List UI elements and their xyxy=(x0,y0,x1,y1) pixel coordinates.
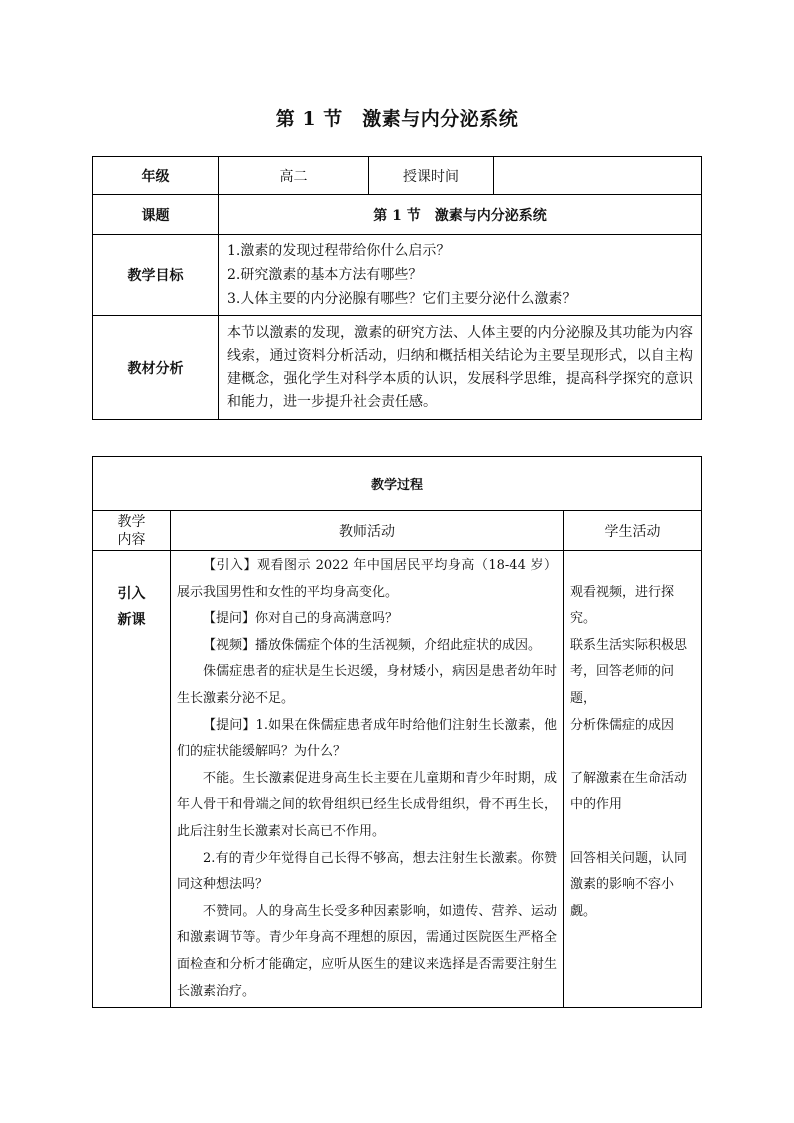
teaching-process-table xyxy=(92,456,702,1008)
grade-value: 高二 xyxy=(219,157,369,195)
col-content-line2: 内容 xyxy=(117,531,146,548)
analysis-label: 教材分析 xyxy=(93,316,219,420)
page-title: 第 1 节 激素与内分泌系统 xyxy=(275,108,519,130)
grade-label: 年级 xyxy=(93,157,219,195)
col-student-header: 学生活动 xyxy=(564,511,702,551)
col-content-line1: 教学 xyxy=(117,513,146,530)
section-cell xyxy=(93,551,171,1008)
col-content-header xyxy=(93,511,171,551)
topic-label: 课题 xyxy=(93,195,219,235)
goal-item: 1.激素的发现过程带给你什么启示？ xyxy=(227,243,451,259)
topic-value: 第 1 节 激素与内分泌系统 xyxy=(219,195,702,235)
goals-label: 教学目标 xyxy=(93,235,219,316)
student-block: 观看视频，进行探究。 xyxy=(570,584,675,627)
lesson-info-table xyxy=(92,156,702,420)
teacher-paragraph: 侏儒症患者的症状是生长迟缓，身材矮小，病因是患者幼年时生长激素分泌不足。 xyxy=(177,664,557,706)
student-block: 了解激素在生命活动中的作用 xyxy=(570,770,688,813)
teacher-paragraph: 【视频】播放侏儒症个体的生活视频，介绍此症状的成因。 xyxy=(203,637,542,653)
student-activities xyxy=(564,551,702,1008)
teacher-paragraph: 不赞同。人的身高生长受多种因素影响，如遗传、营养、运动和激素调节等。青少年身高不理想的原因，需通过医院医生严格全面检查和分析才能确定，应听从医生的建议来选择是否需要注射生长激素治疗。 xyxy=(177,903,557,999)
goal-item: 3.人体主要的内分泌腺有哪些？它们主要分泌什么激素？ xyxy=(227,291,577,307)
student-block: 回答相关问题，认同激素的影响不容小觑。 xyxy=(570,850,688,919)
process-heading: 教学过程 xyxy=(93,457,702,511)
student-block: 联系生活实际积极思考，回答老师的问题， xyxy=(570,637,688,706)
analysis-text: 本节以激素的发现，激素的研究方法、人体主要的内分泌腺及其功能为内容线索，通过资料分析活动，归纳和概括相关结论为主要呈现形式，以自主构建概念，强化学生对科学本质的认识，发展科学思维，提高科学探究的意识和能力，进一步提升社会责任感。 xyxy=(219,316,702,420)
section-line2: 新课 xyxy=(117,612,146,628)
student-block: 分析侏儒症的成因 xyxy=(570,717,675,733)
section-line1: 引入 xyxy=(117,586,146,602)
time-value xyxy=(494,157,702,195)
goal-item: 2.研究激素的基本方法有哪些？ xyxy=(227,267,423,283)
teacher-paragraph: 不能。生长激素促进身高生长主要在儿童期和青少年时期，成年人骨干和骨端之间的软骨组织已经生长成骨组织，骨不再生长，此后注射生长激素对长高已不作用。 xyxy=(177,770,557,839)
col-teacher-header: 教师活动 xyxy=(171,511,564,551)
teacher-activities xyxy=(171,551,564,1008)
teacher-paragraph: 2.有的青少年觉得自己长得不够高，想去注射生长激素。你赞同这种想法吗？ xyxy=(177,850,557,893)
goals-list xyxy=(219,235,702,316)
teacher-paragraph: 【引入】观看图示 2022 年中国居民平均身高（18-44 岁）展示我国男性和女性的平均身高变化。 xyxy=(177,558,557,600)
time-label: 授课时间 xyxy=(369,157,494,195)
teacher-paragraph: 【提问】你对自己的身高满意吗？ xyxy=(203,611,399,627)
teacher-paragraph: 【提问】1.如果在侏儒症患者成年时给他们注射生长激素，他们的症状能缓解吗？为什么？ xyxy=(177,717,557,760)
